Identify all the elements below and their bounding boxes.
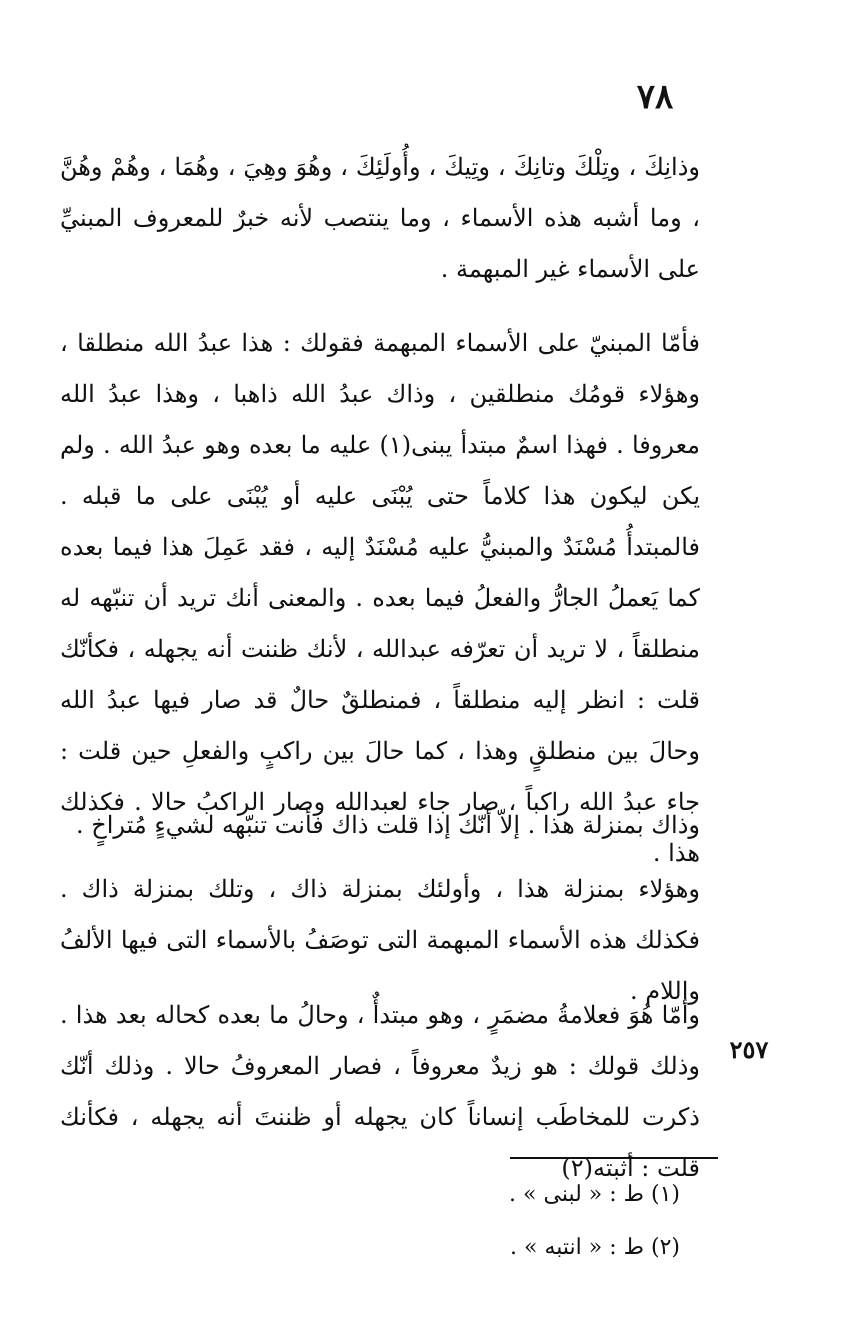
paragraph-1: وذانِكَ ، وتِلْكَ وتانِكَ ، وتِيكَ ، وأُولَئِكَ ، وهُوَ وهِيَ ، وهُمَا ، وهُمْ وهُنَّ ، وما أشبه هذه الأسماء ، وما ينتصب لأنه خبرٌ للمعروف المبنيِّ على الأسماء غير المبهمة . bbox=[60, 153, 700, 283]
footnote-1: (١) ط : « لبنى » . bbox=[509, 1182, 680, 1207]
paragraph-2: فأمّا المبنيّ على الأسماء المبهمة فقولك : هذا عبدُ الله منطلقا ، وهؤلاء قومُك منطلقين ، وذاك عبدُ الله ذاهبا ، وهذا عبدُ الله معروفا . فهذا اسمٌ مبتدأ يبنى(١) عليه ما بعده وهو عبدُ الله . ولم يكن ليكون هذا كلاماً حتى يُبْنَى عليه أو يُبْنَى على ما قبله . فالمبتدأُ مُسْنَدٌ والمبنيُّ عليه مُسْنَدٌ إليه ، فقد عَمِلَ هذا فيما بعده كما يَعملُ الجارُّ والفعلُ فيما بعده . والمعنى أنك تريد أن تنبّهه له منطلقاً ، لا تريد أن تعرّفه عبدالله ، لأنك ظننت أنه يجهله ، فكأنّك قلت : انظر إليه منطلقاً ، فمنطلقٌ حالٌ قد صار فيها عبدُ الله وحالَ بين منطلقٍ وهذا ، كما حالَ بين راكبٍ والفعلِ حين قلت : جاء عبدُ الله راكباً ، صار جاء لعبدالله وصار الراكبُ حالا . فكذلك هذا . bbox=[60, 329, 701, 867]
footnote-2: (٢) ط : « انتبه » . bbox=[510, 1235, 680, 1260]
page-number: ٧٨ bbox=[636, 77, 674, 117]
side-mark: ٢٥٧ bbox=[729, 1035, 769, 1064]
paragraph-3: وذاك بمنزلة هذا . إلاّ أنّك إذا قلت ذاك فأنت تنبّهه لشيءٍ مُتراخٍ . bbox=[75, 811, 700, 839]
paragraph-5: وأمّا هُوَ فعلامةُ مضمَرٍ ، وهو مبتدأٌ ، وحالُ ما بعده كحاله بعد هذا . وذلك قولك : هو زيدٌ معروفاً ، فصار المعروفُ حالا . وذلك أنّك ذكرت للمخاطَب إنساناً كان يجهله أو ظننتَ أنه يجهله ، فكأنك قلت : أثبته(٢) bbox=[60, 1001, 700, 1182]
paragraph-4: وهؤلاء بمنزلة هذا ، وأولئك بمنزلة ذاك ، وتلك بمنزلة ذاك . فكذلك هذه الأسماء المبهمة التى توصَفُ بالأسماء التى فيها الألفُ واللام . bbox=[60, 875, 700, 1005]
footnote-rule bbox=[510, 1157, 718, 1159]
